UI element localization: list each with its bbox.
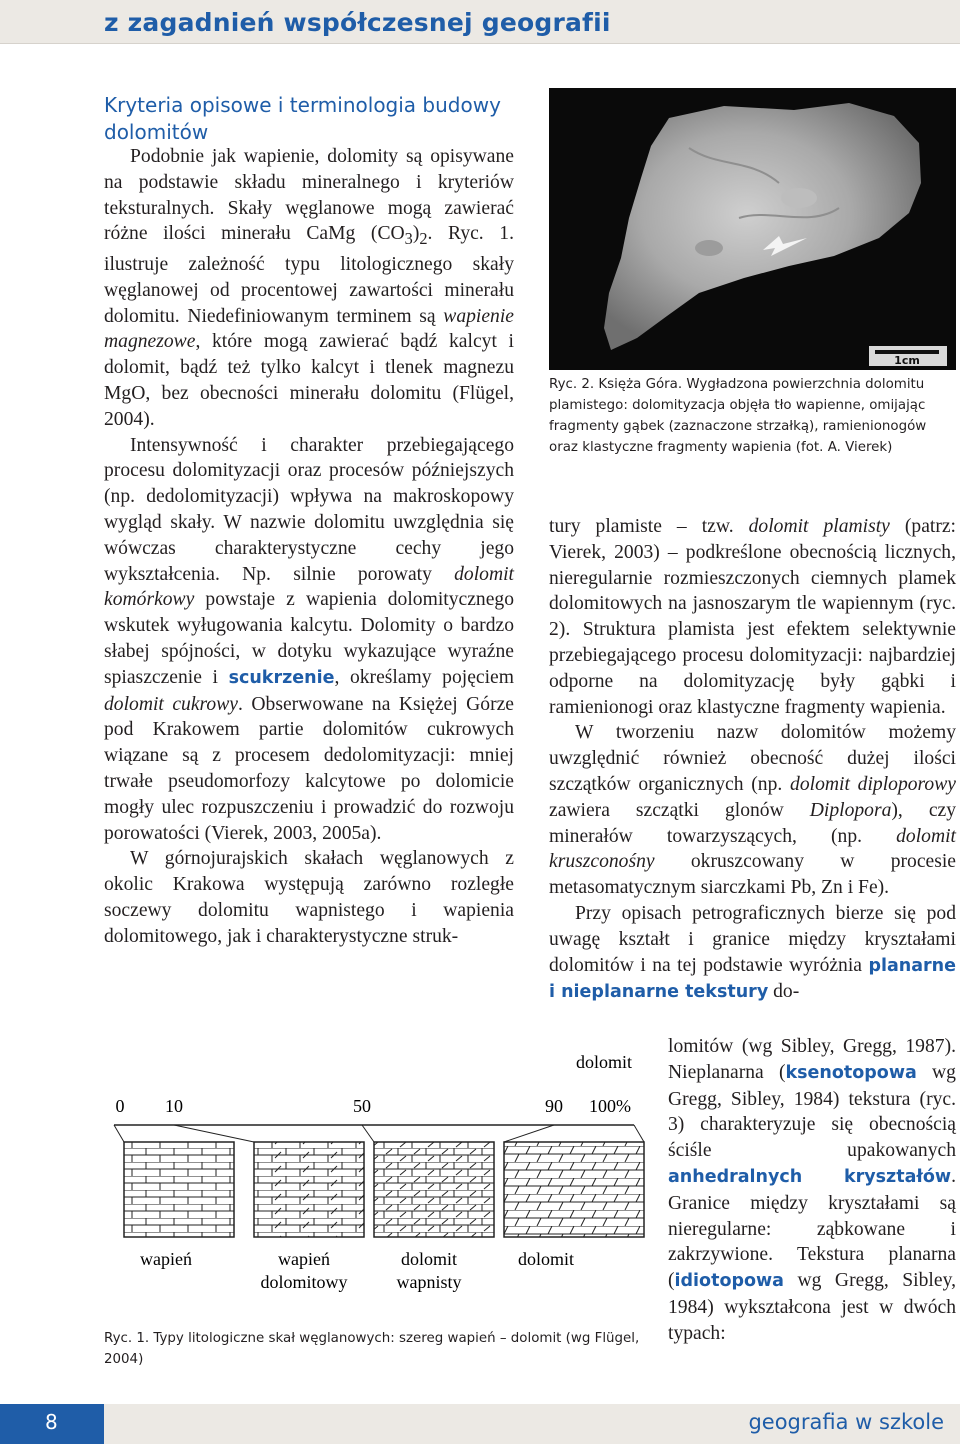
page-footer (0, 1404, 960, 1444)
type-label: wapnisty (396, 1272, 462, 1292)
axis-tick: 0 (115, 1096, 125, 1116)
axis-tick: 100% (589, 1096, 631, 1116)
top-label: dolomit (575, 1052, 633, 1072)
right-column-continued (668, 1034, 956, 1347)
figure-2-caption: Ryc. 2. Księża Góra. Wygładzona powierzchnia dolomitu plamistego: dolomityzacja objęła tło wapienne, omijając fragmenty gąbek (zaznaczone strzałką), ramienionogów oraz klastyczne fragmenty wapienia (fot. A. Vierek) (549, 377, 927, 455)
limestone-block (124, 1142, 234, 1237)
scale-label: 1cm (894, 354, 920, 367)
key-term: idiotopowa (674, 1271, 784, 1292)
paragraph: W tworzeniu nazw dolomitów możemy uwzględnić również obecność dużej ilości szczątków organicznych (np. dolomit diploporowy zawiera szczątki glonów Diplopora), czy minerałów towarzyszących, (np. dolomit kruszconośny okruszcowany w procesie metasomatycznym siarczkami Pb, Zn i Fe). (549, 722, 957, 899)
key-term: planarne i nieplanarne tekstury (549, 955, 956, 1003)
figure-1-caption: Ryc. 1. Typy litologiczne skał węglanowych: szereg wapień – dolomit (wg Flügel, 2004) (104, 1331, 640, 1367)
type-label: dolomitowy (260, 1272, 348, 1292)
paragraph: Podobnie jak wapienie, dolomity są opisywane na podstawie składu mineralnego i kryteriów teksturalnych. Skały węglanowe mogą zawierać różne ilości minerału CaMg $(CO_3)_2$. Ryc. 1. ilustruje zależność typu litologicznego skały węglanowej od procentowej zawartości minerału dolomitu. Niedefiniowanym terminem są wapienie magnezowe, które mogą zawierać bądź kalcyt i dolomit, bądź też tylko kalcyt i tlenek magnezu MgO, bez obecności minerału dolomitu (Flügel, 2004). (104, 146, 514, 430)
key-term: scukrzenie (228, 667, 335, 688)
paragraph: W górnojurajskich skałach węglanowych z okolic Krakowa występują zarówno rozległe soczewy dolomitu wapnistego i wapienia dolomitowego, jak i charakterystyczne struk- (104, 848, 514, 947)
paragraph: Przy opisach petrograficznych bierze się pod uwagę kształt i granice między kryształami dolomitów i na tej podstawie wyróżnia planarne i nieplanarne tekstury do- (549, 902, 956, 1003)
type-label: dolomit (400, 1249, 458, 1269)
paragraph: tury plamiste – tzw. dolomit plamisty (patrz: Vierek, 2003) – podkreślone obecnością licznych, nieregularnie rozmieszczonych ciemnych plamek dolomitowych na jasnoszarym tle wapiennym (ryc. 2). Struktura plamista jest efektem selektywnie przebiegającego procesu dolomityzacji: najbardziej odporne na dolomityzację były gąbki i ramienionogi oraz klastyczne fragmenty wapienia. (549, 516, 957, 718)
axis-tick: 10 (165, 1096, 183, 1116)
key-term: anhedralnych kryształów (668, 1166, 952, 1187)
dolomite-block (504, 1142, 644, 1237)
type-label: wapień (140, 1249, 192, 1269)
right-column (549, 514, 956, 1006)
term-italic: dolomit cukrowy (104, 693, 238, 715)
magazine-title: geografia w szkole (748, 1410, 944, 1434)
axis-tick: 90 (545, 1096, 563, 1116)
term-italic: dolomit plamisty (748, 516, 890, 537)
page-number-box (0, 1404, 104, 1444)
axis-tick: 50 (353, 1096, 371, 1116)
paragraph: Intensywność i charakter przebiegającego procesu dolomityzacji oraz procesów późniejszych (np. dedolomityzacji) wpływa na makroskopowy wygląd skały. W nazwie dolomitu uwzględnia się wówczas charakterystyczne cechy jego wykształcenia. Np. silnie porowaty dolomit komórkowy powstaje z wapienia dolomitycznego wskutek wyługowania kalcytu. Dolomity o bardzo słabej spójności, w dotyku wykazujące wyraźne spiaszczenie i scukrzenie, określamy pojęciem dolomit cukrowy. Obserwowane na Księżej Górze pod Krakowem partie dolomitów cukrowych wiązane są z procesem dedolomityzacji: mniej trwałe pseudomorfozy kalcytowe po dolomicie mogły ulec rozpuszczeniu i prowadzić do rozwoju porowatości (Vierek, 2003, 2005a). (104, 434, 514, 844)
calcareous-dolomite-block (374, 1142, 494, 1237)
type-label: wapień (278, 1249, 330, 1269)
header-title: z zagadnień współczesnej geografii (104, 8, 611, 37)
genus-italic: Diplopora (809, 799, 892, 821)
lithology-diagram (104, 1050, 664, 1300)
term-italic: dolomit komórkowy (104, 563, 514, 611)
section-heading: Kryteria opisowe i terminologia budowy dolomitów (104, 93, 501, 144)
term-italic: wapienie magnezowe (104, 305, 514, 353)
key-term: ksenotopowa (785, 1062, 917, 1083)
type-label: dolomit (517, 1249, 575, 1269)
paragraph: lomitów (wg Sibley, Gregg, 1987). Nieplanarna (ksenotopowa wg Gregg, Sibley, 1984) tekstura (ryc. 3) charakteryzuje się obecnością ściśle upakowanych anhedralnych kryształów. Granice między kryształami są nieregularne: ząbkowane i zakrzywione. Tekstura planarna (idiotopowa wg Gregg, Sibley, 1984) wykształcona jest w dwóch typach: (668, 1036, 956, 1344)
left-column (104, 144, 514, 950)
term-italic: dolomit kruszconośny (549, 825, 956, 873)
page-number: 8 (45, 1410, 58, 1434)
term-italic: dolomit diploporowy (790, 773, 956, 795)
page-header (0, 0, 960, 44)
dolomite-photo (549, 88, 956, 370)
dolomitic-limestone-block (254, 1142, 364, 1237)
